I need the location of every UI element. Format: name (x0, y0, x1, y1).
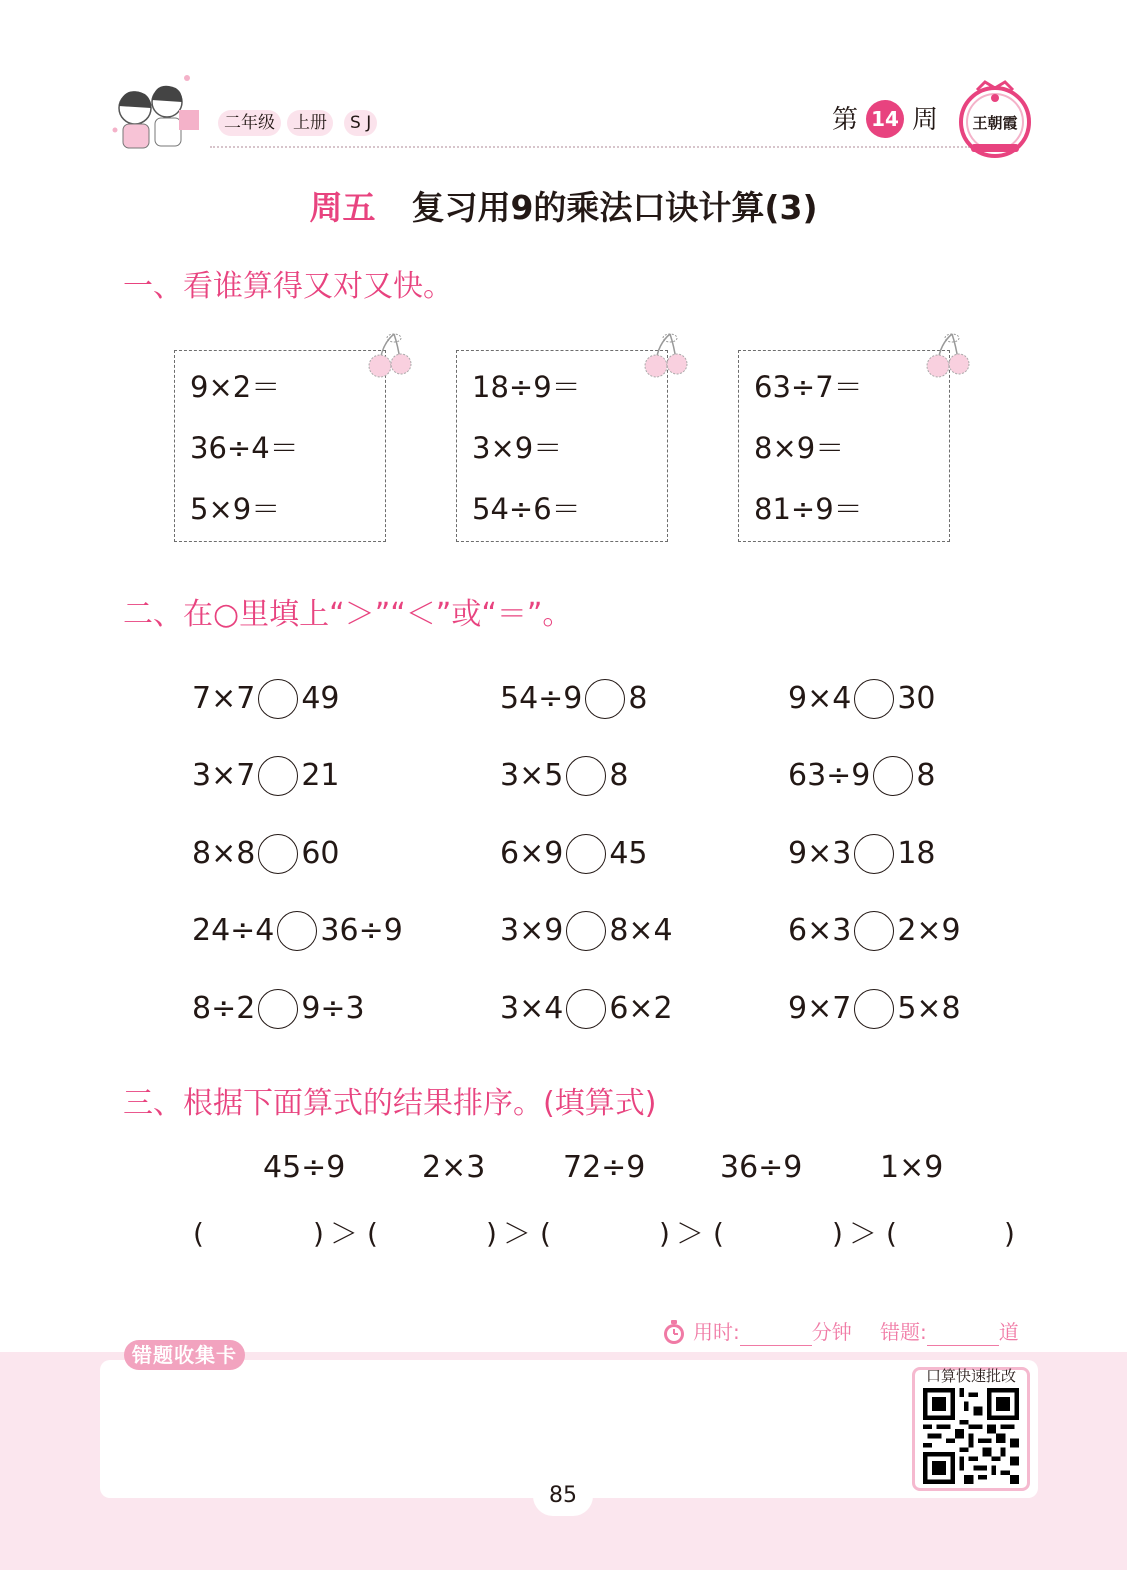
answer-circle[interactable] (566, 989, 606, 1029)
answer-close-paren: ) (486, 1217, 497, 1250)
greater-than-sign: ＞ (676, 1217, 705, 1250)
compare-item (192, 677, 340, 721)
compare-item (788, 754, 936, 798)
answer-close-paren: ) (659, 1217, 670, 1250)
compare-item (500, 832, 648, 876)
answer-slot[interactable] (200, 1214, 308, 1254)
compare-left: 9×3 (788, 836, 852, 871)
sort-expression: 1×9 (880, 1150, 944, 1185)
compare-item (788, 832, 936, 876)
calc-item: 9×2＝ (190, 370, 281, 404)
answer-circle[interactable] (566, 756, 606, 796)
header-divider (210, 146, 970, 148)
compare-right: 8 (916, 758, 936, 793)
compare-item (500, 987, 673, 1031)
answer-circle[interactable] (258, 834, 298, 874)
compare-item (500, 754, 628, 798)
time-label: 用时: (693, 1320, 740, 1344)
calc-item: 5×9＝ (190, 492, 281, 526)
compare-item (192, 987, 365, 1031)
time-blank[interactable] (740, 1323, 812, 1346)
section1-heading: 一、看谁算得又对又快。 (123, 269, 453, 304)
answer-circle[interactable] (566, 834, 606, 874)
calc-item: 63÷7＝ (754, 370, 863, 404)
title-day: 周五 (309, 188, 376, 227)
time-unit: 分钟 (811, 1320, 852, 1344)
calc-item: 18÷9＝ (472, 370, 581, 404)
calc-item: 54÷6＝ (472, 492, 581, 526)
compare-right: 9÷3 (301, 991, 365, 1026)
author-seal-logo (955, 78, 1035, 160)
answer-circle[interactable] (566, 911, 606, 951)
calc-item: 8×9＝ (754, 431, 845, 465)
compare-left: 3×4 (500, 991, 564, 1026)
time-record (693, 1318, 852, 1346)
answer-circle[interactable] (258, 989, 298, 1029)
compare-item (192, 909, 403, 953)
compare-item (500, 909, 673, 953)
answer-slot[interactable] (894, 1214, 1000, 1254)
page-number: 85 (533, 1476, 593, 1516)
error-card-title: 错题收集卡 (124, 1340, 245, 1370)
compare-left: 3×5 (500, 758, 564, 793)
answer-circle[interactable] (277, 911, 317, 951)
grade-pill: 二年级 (218, 110, 281, 136)
kids-illustration (105, 70, 205, 155)
answer-slot[interactable] (721, 1214, 827, 1254)
answer-circle[interactable] (258, 756, 298, 796)
answer-circle[interactable] (873, 756, 913, 796)
compare-right: 18 (897, 836, 936, 871)
answer-slot[interactable] (548, 1214, 654, 1254)
compare-item (788, 909, 961, 953)
answer-circle[interactable] (585, 679, 625, 719)
compare-right: 5×8 (897, 991, 961, 1026)
calc-item: 36÷4＝ (190, 431, 299, 465)
greater-than-sign: ＞ (330, 1217, 359, 1250)
compare-left: 8×8 (192, 836, 256, 871)
answer-circle[interactable] (854, 679, 894, 719)
title-topic: 复习用9的乘法口诀计算(3) (411, 188, 818, 227)
error-blank[interactable] (927, 1323, 999, 1346)
compare-right: 36÷9 (320, 913, 403, 948)
cherry-icon (360, 330, 416, 380)
sort-expression: 45÷9 (263, 1150, 346, 1185)
compare-right: 8 (609, 758, 629, 793)
compare-left: 54÷9 (500, 681, 583, 716)
calc-item: 81÷9＝ (754, 492, 863, 526)
compare-left: 63÷9 (788, 758, 871, 793)
compare-item (788, 987, 961, 1031)
compare-item (192, 754, 340, 798)
answer-open-paren: ( (367, 1217, 378, 1250)
svg-text:王朝霞: 王朝霞 (972, 114, 1018, 132)
compare-right: 45 (609, 836, 648, 871)
week-prefix: 第 (832, 105, 859, 135)
answer-open-paren: ( (713, 1217, 724, 1250)
answer-open-paren: ( (886, 1217, 897, 1250)
compare-right: 8 (628, 681, 648, 716)
compare-item (192, 832, 340, 876)
compare-left: 6×9 (500, 836, 564, 871)
compare-item (788, 677, 936, 721)
answer-close-paren: ) (832, 1217, 843, 1250)
compare-right: 6×2 (609, 991, 673, 1026)
compare-item (500, 677, 648, 721)
compare-left: 7×7 (192, 681, 256, 716)
answer-circle[interactable] (854, 989, 894, 1029)
section2-heading: 二、在○里填上“＞”“＜”或“＝”。 (123, 597, 573, 632)
sort-expression: 2×3 (422, 1150, 486, 1185)
calc-box-1 (174, 350, 386, 542)
answer-close-paren: ) (1004, 1217, 1015, 1250)
compare-right: 2×9 (897, 913, 961, 948)
volume-pill: 上册 (287, 110, 333, 136)
edition-pill: S J (344, 110, 377, 136)
qr-label: 口算快速批改 (925, 1367, 1016, 1385)
sort-expression: 72÷9 (563, 1150, 646, 1185)
error-unit: 道 (998, 1320, 1019, 1344)
error-label: 错题: (880, 1320, 927, 1344)
compare-left: 3×7 (192, 758, 256, 793)
compare-left: 9×4 (788, 681, 852, 716)
answer-open-paren: ( (193, 1217, 204, 1250)
section3-heading: 三、根据下面算式的结果排序。(填算式) (123, 1086, 657, 1121)
answer-circle[interactable] (854, 911, 894, 951)
calc-item: 3×9＝ (472, 431, 563, 465)
compare-right: 21 (301, 758, 340, 793)
qr-code[interactable] (922, 1388, 1020, 1484)
error-record (880, 1318, 1019, 1346)
compare-right: 60 (301, 836, 340, 871)
compare-right: 49 (301, 681, 340, 716)
compare-left: 8÷2 (192, 991, 256, 1026)
page-title (0, 186, 1127, 230)
compare-left: 3×9 (500, 913, 564, 948)
answer-open-paren: ( (540, 1217, 551, 1250)
week-suffix: 周 (912, 105, 939, 135)
answer-circle[interactable] (258, 679, 298, 719)
compare-left: 24÷4 (192, 913, 275, 948)
compare-left: 6×3 (788, 913, 852, 948)
greater-than-sign: ＞ (849, 1217, 878, 1250)
cherry-icon (636, 330, 692, 380)
compare-left: 9×7 (788, 991, 852, 1026)
stopwatch-icon (660, 1318, 688, 1346)
greater-than-sign: ＞ (503, 1217, 532, 1250)
sort-expression: 36÷9 (720, 1150, 803, 1185)
answer-slot[interactable] (375, 1214, 481, 1254)
compare-right: 30 (897, 681, 936, 716)
cherry-icon (918, 330, 974, 380)
compare-right: 8×4 (609, 913, 673, 948)
week-number-badge: 14 (866, 100, 904, 138)
answer-circle[interactable] (854, 834, 894, 874)
answer-close-paren: ) (313, 1217, 324, 1250)
